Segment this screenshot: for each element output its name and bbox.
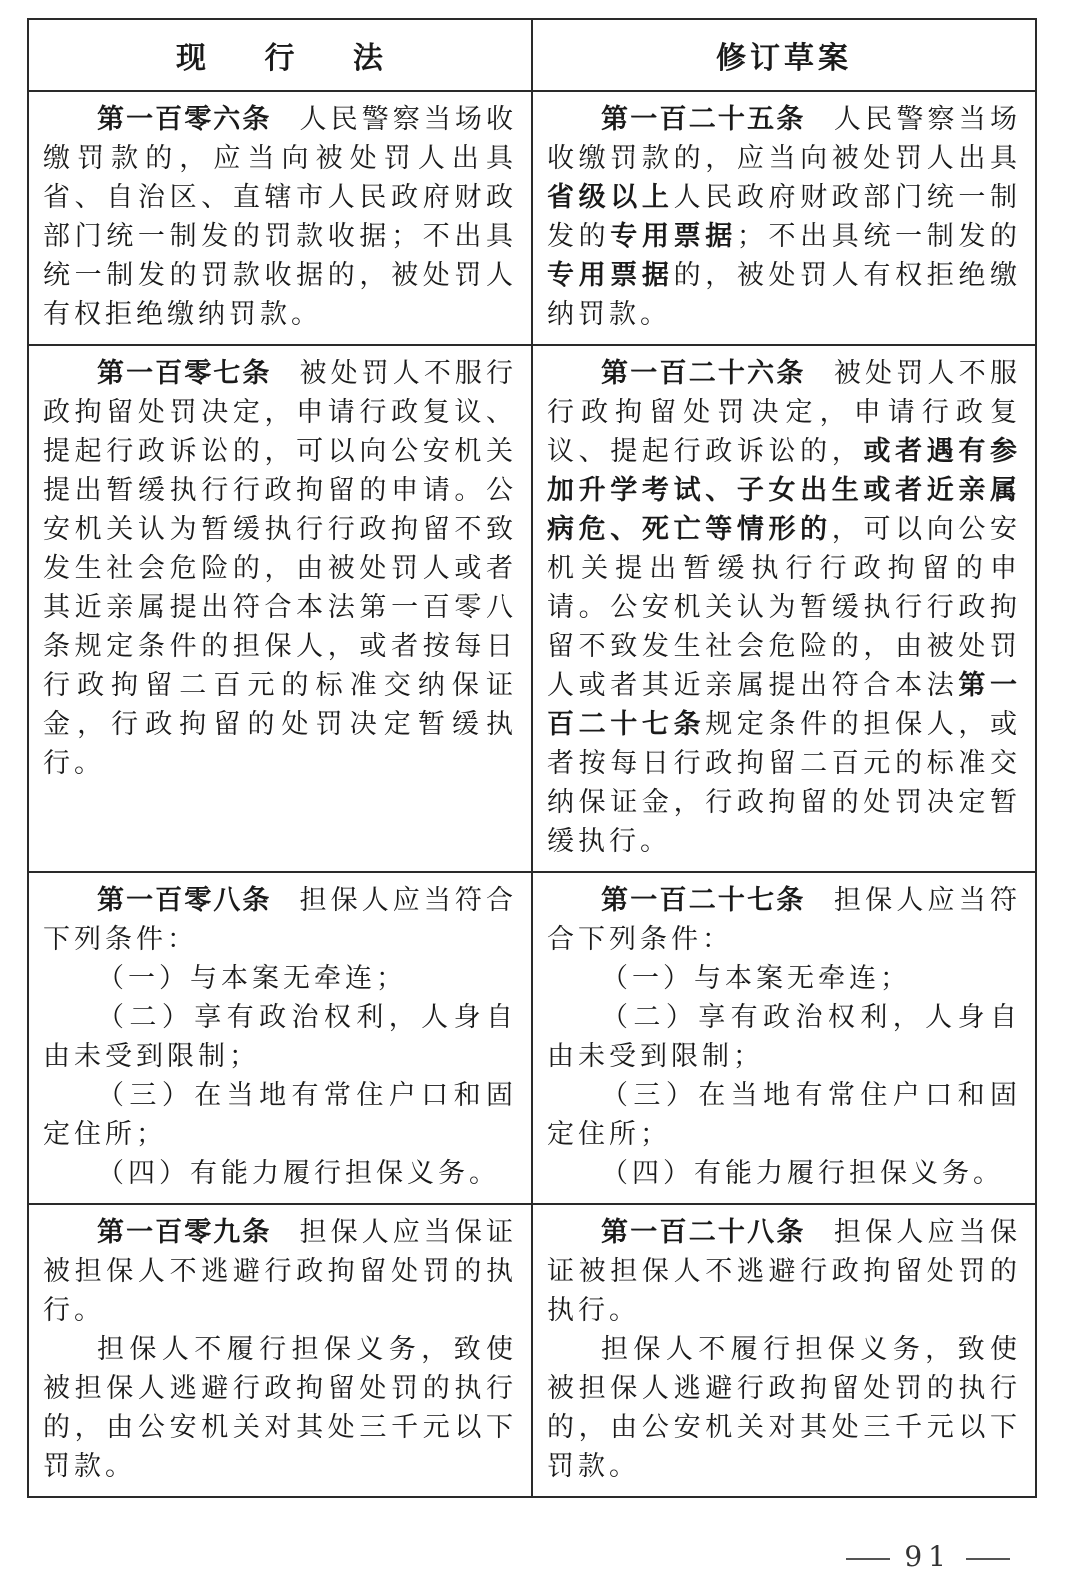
current-law-cell	[28, 91, 532, 345]
article-text: 被处罚人不服行政拘留处罚决定，申请行政复议、提起行政诉讼的，可以向公安机关提出暂缓执行行政拘留的申请。公安机关认为暂缓执行行政拘留不致发生社会危险的，由被处罚人或者其近亲属提出符合本法第一百零八条规定条件的担保人，或者按每日行政拘留二百元的标准交纳保证金，行政拘留的处罚决定暂缓执行。	[43, 358, 518, 779]
table-row	[28, 345, 1036, 872]
header-current-law: 现 行 法	[28, 19, 532, 91]
table-row	[28, 872, 1036, 1204]
article-title: 第一百二十八条	[601, 1217, 806, 1248]
article-text: （二）享有政治权利，人身自由未受到限制；	[547, 1002, 1021, 1072]
article-text: （三）在当地有常住户口和固定住所；	[547, 1080, 1021, 1150]
draft-cell	[532, 872, 1036, 1204]
revised-text: 或者遇有参加升学考试、子女出生或者近亲属病危、死亡等情形的	[547, 436, 1022, 545]
article-text: 担保人不履行担保义务，致使被担保人逃避行政拘留处罚的执行的，由公安机关对其处三千元以下罚款。	[547, 1334, 1021, 1482]
article-paragraph	[43, 1076, 517, 1154]
article-title: 第一百二十五条	[601, 104, 806, 135]
current-law-cell	[28, 345, 532, 872]
current-law-cell	[28, 1204, 532, 1497]
article-text: （一）与本案无牵连；	[601, 963, 911, 994]
article-paragraph	[43, 1330, 517, 1486]
article-paragraph	[547, 959, 1021, 998]
article-paragraph	[547, 1154, 1021, 1193]
article-title: 第一百零六条	[97, 104, 272, 135]
article-text: 人民警察当场收缴罚款的，应当向被处罚人出具	[547, 104, 1022, 174]
article-text: ；不出具统一制发的	[736, 221, 1022, 252]
table-row	[28, 91, 1036, 345]
article-title: 第一百二十七条	[601, 885, 806, 916]
article-paragraph	[43, 1213, 517, 1330]
draft-cell	[532, 345, 1036, 872]
article-text: 被处罚人不服行政拘留处罚决定，申请行政复议、提起行政诉讼的，	[547, 358, 1022, 467]
article-paragraph	[547, 998, 1021, 1076]
comparison-table	[27, 18, 1037, 1498]
article-paragraph	[547, 100, 1021, 334]
article-paragraph	[43, 959, 517, 998]
article-text: （四）有能力履行担保义务。	[97, 1158, 500, 1189]
article-paragraph	[547, 1076, 1021, 1154]
revised-text: 省级以上	[547, 182, 674, 213]
current-law-cell	[28, 872, 532, 1204]
article-text: 担保人应当保证被担保人不逃避行政拘留处罚的执行。	[547, 1217, 1022, 1326]
article-paragraph	[43, 100, 517, 334]
page-number	[832, 1540, 1024, 1573]
article-text: 人民政府财政部门统一制发的	[547, 182, 1022, 252]
header-draft: 修订草案	[532, 19, 1036, 91]
article-text: 规定条件的担保人，或者按每日行政拘留二百元的标准交纳保证金，行政拘留的处罚决定暂缓执行。	[547, 709, 1022, 857]
article-text: （四）有能力履行担保义务。	[601, 1158, 1004, 1189]
article-title: 第一百零八条	[97, 885, 272, 916]
article-title: 第一百零七条	[97, 358, 272, 389]
article-text: （二）享有政治权利，人身自由未受到限制；	[43, 1002, 517, 1072]
article-text: 担保人应当符合下列条件：	[43, 885, 518, 955]
article-text: （一）与本案无牵连；	[97, 963, 407, 994]
article-text: ，可以向公安机关提出暂缓执行行政拘留的申请。公安机关认为暂缓执行行政拘留不致发生社会危险的，由被处罚人或者其近亲属提出符合本法	[547, 514, 1022, 701]
article-paragraph	[43, 354, 517, 783]
article-paragraph	[43, 881, 517, 959]
footer-dash-right	[966, 1558, 1010, 1560]
article-title: 第一百二十六条	[601, 358, 806, 389]
article-paragraph	[43, 998, 517, 1076]
article-paragraph	[547, 881, 1021, 959]
revised-text: 第一百二十七条	[547, 670, 1022, 740]
article-paragraph	[547, 1330, 1021, 1486]
article-text: 担保人应当符合下列条件：	[547, 885, 1022, 955]
draft-cell	[532, 91, 1036, 345]
article-title: 第一百零九条	[97, 1217, 272, 1248]
article-paragraph	[547, 354, 1021, 861]
article-text: （三）在当地有常住户口和固定住所；	[43, 1080, 517, 1150]
revised-text: 专用票据	[610, 221, 737, 252]
article-text: 人民警察当场收缴罚款的，应当向被处罚人出具省、自治区、直辖市人民政府财政部门统一制发的罚款收据；不出具统一制发的罚款收据的，被处罚人有权拒绝缴纳罚款。	[43, 104, 518, 330]
article-text: 的，被处罚人有权拒绝缴纳罚款。	[547, 260, 1022, 330]
table-header-row	[28, 19, 1036, 91]
draft-cell	[532, 1204, 1036, 1497]
article-paragraph	[43, 1154, 517, 1193]
footer-dash-left	[846, 1558, 890, 1560]
article-text: 担保人不履行担保义务，致使被担保人逃避行政拘留处罚的执行的，由公安机关对其处三千元以下罚款。	[43, 1334, 517, 1482]
table-row	[28, 1204, 1036, 1497]
revised-text: 专用票据	[547, 260, 674, 291]
page-number-text: 91	[904, 1540, 952, 1573]
article-text: 担保人应当保证被担保人不逃避行政拘留处罚的执行。	[43, 1217, 518, 1326]
article-paragraph	[547, 1213, 1021, 1330]
